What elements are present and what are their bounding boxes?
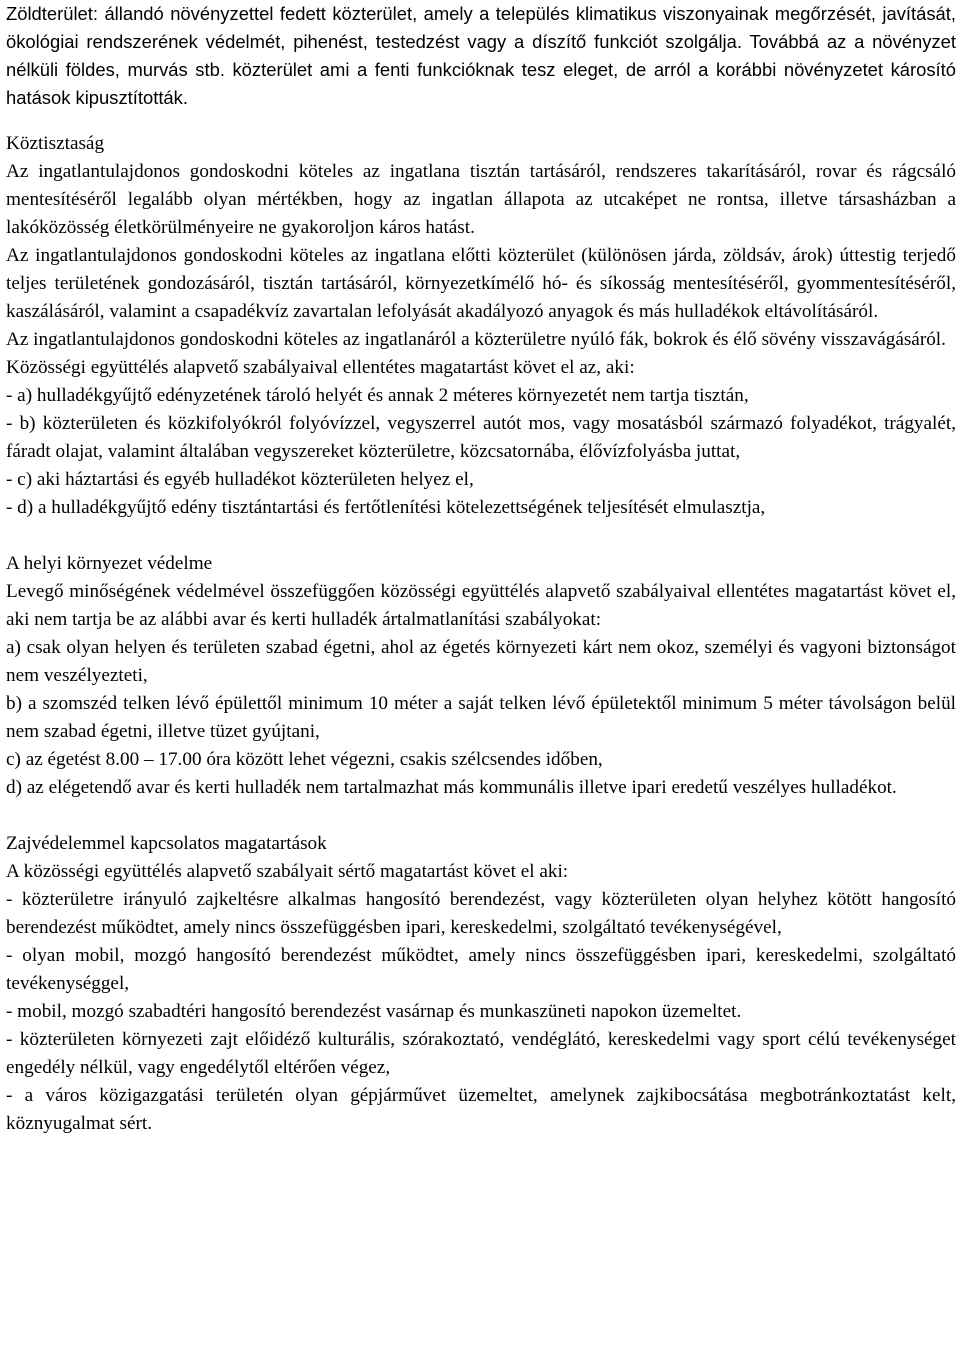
paragraph: Közösségi együttélés alapvető szabályaival ellentétes magatartást követ el az, aki: xyxy=(6,357,635,378)
list-item: - olyan mobil, mozgó hangosító berendezést működtet, amely nincs összefüggésben ipari, kereskedelmi, szolgáltató tevékenységgel, xyxy=(6,945,956,994)
list-item: - c) aki háztartási és egyéb hulladékot közterületen helyez el, xyxy=(6,469,474,490)
spacer xyxy=(6,802,956,830)
intro-paragraph: Zöldterület: állandó növényzettel fedett közterület, amely a település klimatikus viszonyainak megőrzését, javítását, ökológiai rendszerének védelmét, pihenést, testedzést vagy a díszítő funkciót szolgálja. Továbbá az a növényzet nélküli földes, murvás stb. közterület ami a fenti funkcióknak tesz eleget, de arról a korábbi növényzetet károsító hatások kipusztították. xyxy=(6,3,956,108)
paragraph: Az ingatlantulajdonos gondoskodni köteles az ingatlana tisztán tartásáról, rendszeres takarításáról, rovar és rágcsáló mentesítéséről legalább olyan mértékben, hogy az ingatlan állapota az utcaképet ne rontsa, illetve társasházban a lakóközösség életkörülményeire ne gyakoroljon káros hatást. xyxy=(6,161,956,238)
list-item: c) az égetést 8.00 – 17.00 óra között lehet végezni, csakis szélcsendes időben, xyxy=(6,749,603,770)
spacer xyxy=(6,112,956,130)
section-heading-zajvedelem: Zajvédelemmel kapcsolatos magatartások xyxy=(6,833,327,854)
spacer xyxy=(6,522,956,550)
list-item: - a) hulladékgyűjtő edényzetének tároló helyét és annak 2 méteres környezetét nem tartja tisztán, xyxy=(6,385,749,406)
section-heading-koztisztasag: Köztisztaság xyxy=(6,133,105,154)
list-item: - közterületre irányuló zajkeltésre alkalmas hangosító berendezést, vagy közterületen olyan helyhez kötött hangosító berendezést működtet, amely nincs összefüggésben ipari, kereskedelmi, szolgáltató tevékenységével, xyxy=(6,889,956,938)
list-item: b) a szomszéd telken lévő épülettől minimum 10 méter a saját telken lévő épületektől minimum 5 méter távolságon belül nem szabad égetni, illetve tüzet gyújtani, xyxy=(6,693,956,742)
document-page xyxy=(6,0,956,1138)
list-item: - b) közterületen és közkifolyókról folyóvízzel, vegyszerrel autót mos, vagy mosatásból származó folyadékot, trágyalét, fáradt olajat, valamint általában vegyszereket közterületre, közcsatornába, élővízfolyásba juttat, xyxy=(6,413,956,462)
list-item: - mobil, mozgó szabadtéri hangosító berendezést vasárnap és munkaszüneti napokon üzemeltet. xyxy=(6,1001,742,1022)
paragraph: Az ingatlantulajdonos gondoskodni köteles az ingatlana előtti közterület (különösen járda, zöldsáv, árok) úttestig terjedő teljes területének gondozásáról, tisztán tartásáról, környezetkímélő hó- és síkosság mentesítéséről, gyommentesítéséről, kaszálásáról, valamint a csapadékvíz zavartalan lefolyását akadályozó anyagok és más hulladékok eltávolításáról. xyxy=(6,245,956,322)
list-item: - közterületen környezeti zajt előidéző kulturális, szórakoztató, vendéglátó, kereskedelmi vagy sport célú tevékenységet engedély nélkül, vagy engedélytől eltérően végez, xyxy=(6,1029,956,1078)
section-heading-kornyezet: A helyi környezet védelme xyxy=(6,553,213,574)
list-item: - a város közigazgatási területén olyan gépjárművet üzemeltet, amelynek zajkibocsátása megbotránkoztatást kelt, köznyugalmat sért. xyxy=(6,1085,956,1134)
paragraph: A közösségi együttélés alapvető szabályait sértő magatartást követ el aki: xyxy=(6,861,569,882)
list-item: d) az elégetendő avar és kerti hulladék nem tartalmazhat más kommunális illetve ipari eredetű veszélyes hulladékot. xyxy=(6,777,897,798)
paragraph: Levegő minőségének védelmével összefüggően közösségi együttélés alapvető szabályaival ellentétes magatartást követ el, aki nem tartja be az alábbi avar és kerti hulladék ártalmatlanítási szabályokat: xyxy=(6,581,956,630)
list-item: a) csak olyan helyen és területen szabad égetni, ahol az égetés környezeti kárt nem okoz, személyi és vagyoni biztonságot nem veszélyezteti, xyxy=(6,637,956,686)
list-item: - d) a hulladékgyűjtő edény tisztántartási és fertőtlenítési kötelezettségének teljesítését elmulasztja, xyxy=(6,497,766,518)
paragraph: Az ingatlantulajdonos gondoskodni köteles az ingatlanáról a közterületre nyúló fák, bokrok és élő sövény visszavágásáról. xyxy=(6,329,946,350)
